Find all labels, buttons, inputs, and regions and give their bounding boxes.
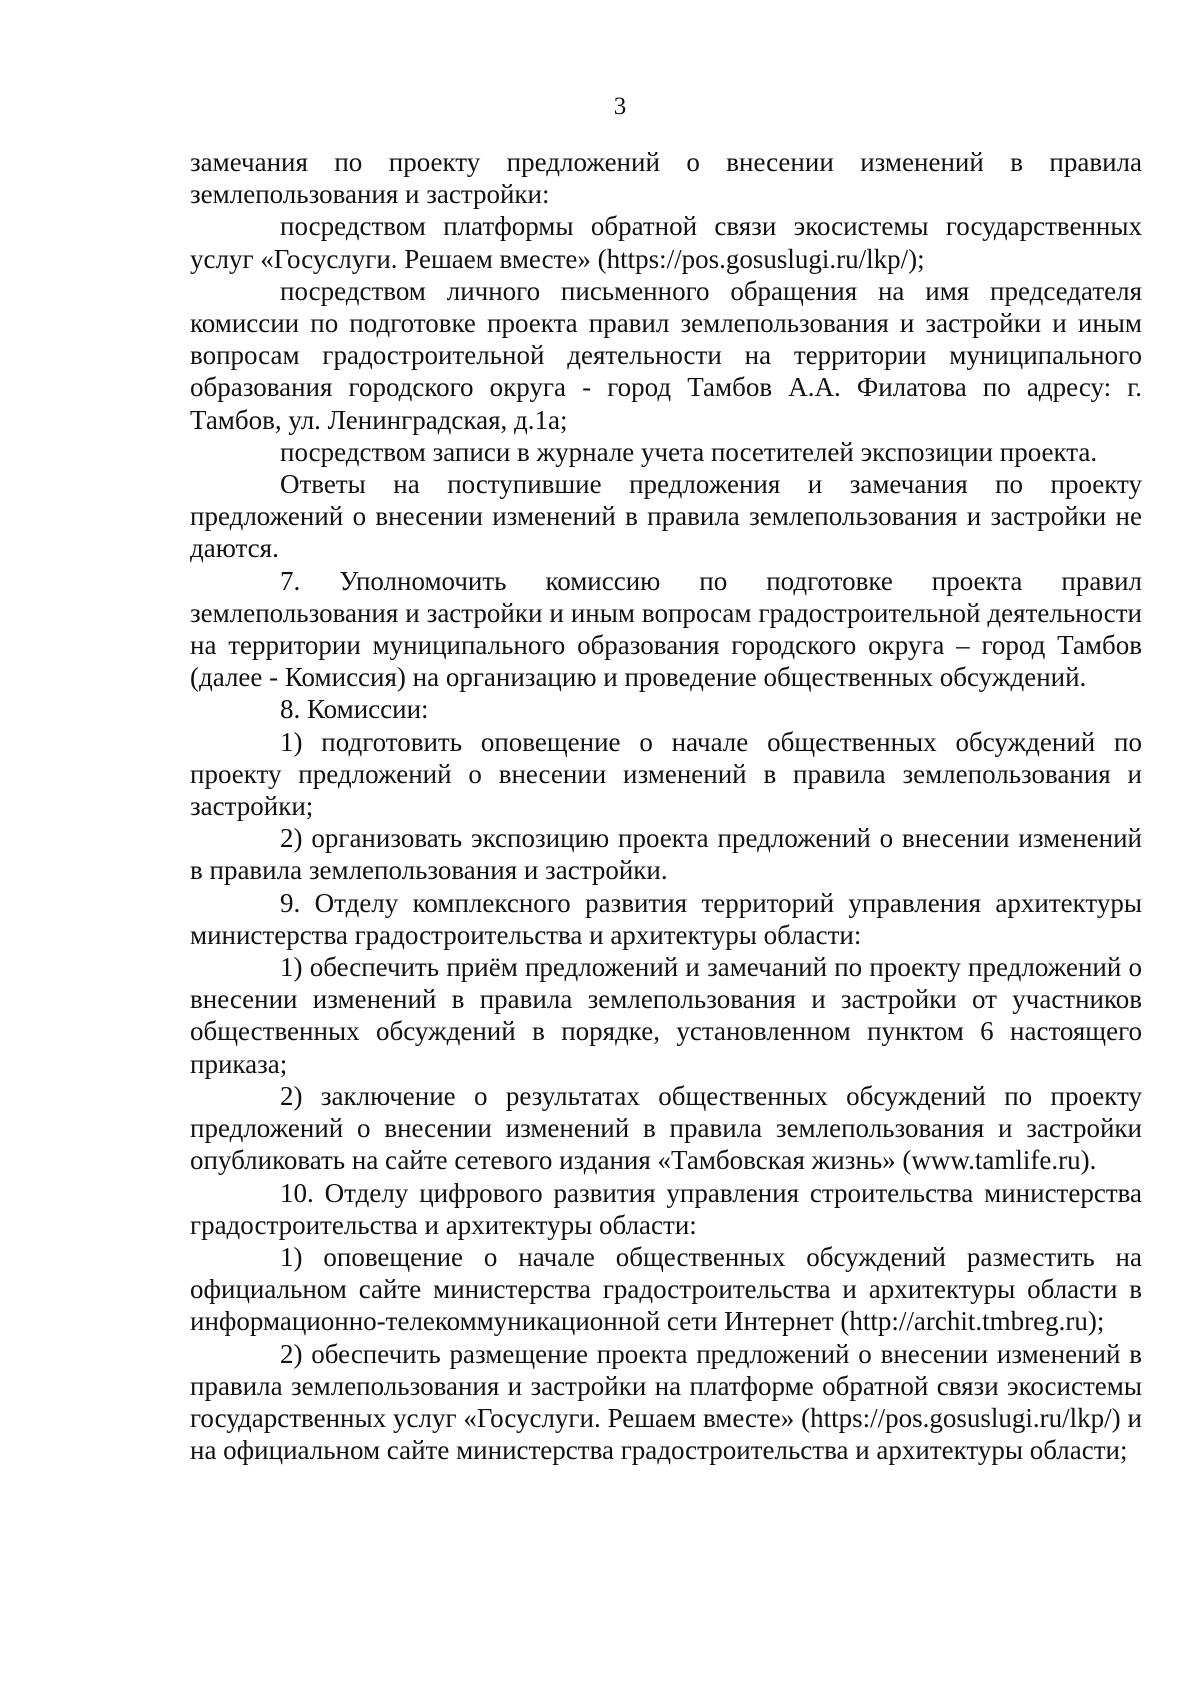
document-body — [190, 146, 1142, 1466]
paragraph: 10. Отделу цифрового развития управления строительства министерства градостроительства и архитектуры области: — [190, 1177, 1142, 1240]
paragraph: Ответы на поступившие предложения и замечания по проекту предложений о внесении изменений в правила землепользования и застройки не даются. — [190, 469, 1142, 564]
paragraph: замечания по проекту предложений о внесении изменений в правила землепользования и застройки: — [190, 147, 1142, 210]
paragraph: 1) подготовить оповещение о начале общественных обсуждений по проекту предложений о внесении изменений в правила землепользования и застройки; — [190, 726, 1142, 822]
paragraph: 8. Комиссии: — [280, 694, 429, 725]
paragraph: 2) обеспечить размещение проекта предложений о внесении изменений в правила землепользования и застройки на платформе обратной связи экосистемы государственных услуг «Госуслуги. Решаем вместе» (https://pos.gosuslugi.ru/lkp/) и на официальном сайте министерства градостроительства и архитектуры области; — [190, 1338, 1142, 1466]
page-number: 3 — [613, 93, 627, 120]
paragraph: 9. Отделу комплексного развития территорий управления архитектуры министерства градостроительства и архитектуры области: — [190, 887, 1142, 950]
paragraph: 2) заключение о результатах общественных обсуждений по проекту предложений о внесении изменений в правила землепользования и застройки опубликовать на сайте сетевого издания «Тамбовская жизнь» (www.tamlife.ru). — [190, 1080, 1142, 1176]
paragraph: 7. Уполномочить комиссию по подготовке проекта правил землепользования и застройки и иным вопросам градостроительной деятельности на территории муниципального образования городского округа – город Тамбов (далее - Комиссия) на организацию и проведение общественных обсуждений. — [190, 565, 1142, 693]
paragraph: посредством личного письменного обращения на имя председателя комиссии по подготовке проекта правил землепользования и застройки и иным вопросам градостроительной деятельности на территории муниципального образования городского округа - город Тамбов А.А. Филатова по адресу: г. Тамбов, ул. Ленинградская, д.1а; — [190, 275, 1142, 435]
paragraph: 1) обеспечить приём предложений и замечаний по проекту предложений о внесении изменений в правила землепользования и застройки от участников общественных обсуждений в порядке, установленном пунктом 6 настоящего приказа; — [190, 952, 1142, 1079]
paragraph: 2) организовать экспозицию проекта предложений о внесении изменений в правила землепользования и застройки. — [190, 823, 1142, 886]
paragraph: 1) оповещение о начале общественных обсуждений разместить на официальном сайте министерства градостроительства и архитектуры области в информационно-телекоммуникационной сети Интернет (http://archit.tmbreg.ru); — [190, 1241, 1142, 1337]
paragraph: посредством записи в журнале учета посетителей экспозиции проекта. — [280, 436, 1098, 467]
paragraph: посредством платформы обратной связи экосистемы государственных услуг «Госуслуги. Решаем вместе» (https://pos.gosuslugi.ru/lkp/); — [190, 211, 1142, 274]
